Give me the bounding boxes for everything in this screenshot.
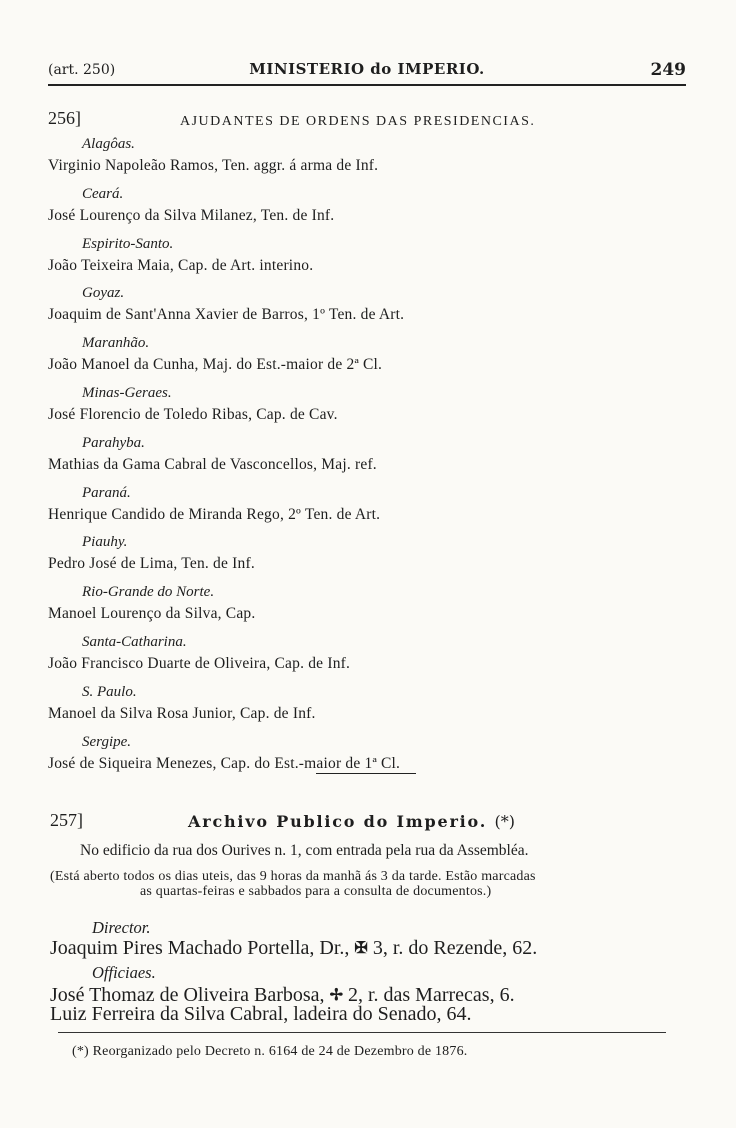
archive-title: Archivo Publico do Imperio.	[188, 812, 488, 831]
director-name: Joaquim Pires Machado Portella, Dr.,	[50, 937, 350, 959]
list-item	[48, 184, 688, 234]
list-item	[48, 383, 688, 433]
list-item	[48, 582, 688, 632]
province-name: Maranhão.	[82, 335, 150, 352]
province-name: Parahyba.	[82, 434, 145, 451]
aide-entry: José Lourenço da Silva Milanez, Ten. de Inf.	[48, 206, 335, 224]
list-item	[48, 333, 688, 383]
aides-list	[48, 134, 688, 781]
list-item	[48, 234, 688, 284]
order-cross-icon: ✢	[329, 987, 343, 1004]
province-name: Ceará.	[82, 185, 124, 202]
aide-entry: João Francisco Duarte de Oliveira, Cap. de Inf.	[48, 654, 351, 672]
list-item	[48, 483, 688, 533]
aide-entry: Manoel Lourenço da Silva, Cap.	[48, 605, 256, 623]
aide-entry: José de Siqueira Menezes, Cap. do Est.-maior de 1ª Cl.	[48, 754, 401, 772]
footnote-rule	[58, 1032, 666, 1033]
province-name: Sergipe.	[82, 733, 132, 750]
list-item	[48, 134, 688, 184]
footnote: (*) Reorganizado pelo Decreto n. 6164 de 24 de Dezembro de 1876.	[72, 1044, 468, 1059]
page-header	[48, 60, 686, 86]
aide-entry: Mathias da Gama Cabral de Vasconcellos, Maj. ref.	[48, 455, 377, 473]
page-number: 249	[650, 60, 686, 80]
section-number: 256]	[48, 108, 81, 128]
officer-address: 2, r. das Marrecas, 6.	[347, 984, 515, 1006]
province-name: Espirito-Santo.	[82, 235, 174, 252]
officers-label: Officiaes.	[92, 963, 156, 982]
section-divider	[316, 773, 416, 774]
director-label: Director.	[92, 918, 151, 937]
opening-hours-line-2: as quartas-feiras e sabbados para a consulta de documentos.)	[140, 884, 492, 899]
province-name: Minas-Geraes.	[82, 384, 172, 401]
aide-entry: João Manoel da Cunha, Maj. do Est.-maior de 2ª Cl.	[48, 356, 383, 374]
province-name: Alagôas.	[82, 136, 135, 152]
province-name: Paraná.	[82, 484, 131, 501]
header-ministry-title: MINISTERIO do IMPERIO.	[249, 60, 485, 78]
section-number: 257]	[50, 810, 83, 830]
province-name: Goyaz.	[82, 285, 125, 302]
aide-entry: José Florencio de Toledo Ribas, Cap. de Cav.	[48, 405, 338, 423]
aide-entry: Henrique Candido de Miranda Rego, 2º Ten. de Art.	[48, 505, 381, 523]
list-item	[48, 632, 688, 682]
officer-entry-2: Luiz Ferreira da Silva Cabral, ladeira do Senado, 64.	[50, 1003, 472, 1025]
director-entry	[50, 937, 537, 960]
list-item	[48, 682, 688, 732]
section-title: AJUDANTES DE ORDENS DAS PRESIDENCIAS.	[180, 114, 536, 129]
aide-entry: João Teixeira Maia, Cap. de Art. interino.	[48, 256, 314, 274]
header-article-ref: (art. 250)	[48, 62, 116, 78]
aide-entry: Virginio Napoleão Ramos, Ten. aggr. á arma de Inf.	[48, 157, 379, 174]
aide-entry: Pedro José de Lima, Ten. de Inf.	[48, 555, 255, 573]
footnote-mark: (*)	[494, 812, 515, 831]
director-address: 3, r. do Rezende, 62.	[372, 937, 538, 959]
order-cross-icon: ✠	[354, 940, 368, 957]
officer-name: José Thomaz de Oliveira Barbosa,	[50, 984, 325, 1006]
province-name: S. Paulo.	[82, 683, 137, 700]
list-item	[48, 532, 688, 582]
province-name: Rio-Grande do Norte.	[82, 584, 215, 601]
section-title	[188, 812, 515, 831]
province-name: Piauhy.	[82, 534, 128, 551]
list-item	[48, 433, 688, 483]
aide-entry: Manoel da Silva Rosa Junior, Cap. de Inf.	[48, 704, 316, 722]
aide-entry: Joaquim de Sant'Anna Xavier de Barros, 1º Ten. de Art.	[48, 306, 405, 324]
opening-hours-line-1: (Está aberto todos os dias uteis, das 9 horas da manhã ás 3 da tarde. Estão marcadas	[50, 869, 536, 884]
list-item	[48, 283, 688, 333]
province-name: Santa-Catharina.	[82, 633, 187, 650]
archive-address: No edificio da rua dos Ourives n. 1, com entrada pela rua da Assembléa.	[80, 842, 529, 859]
